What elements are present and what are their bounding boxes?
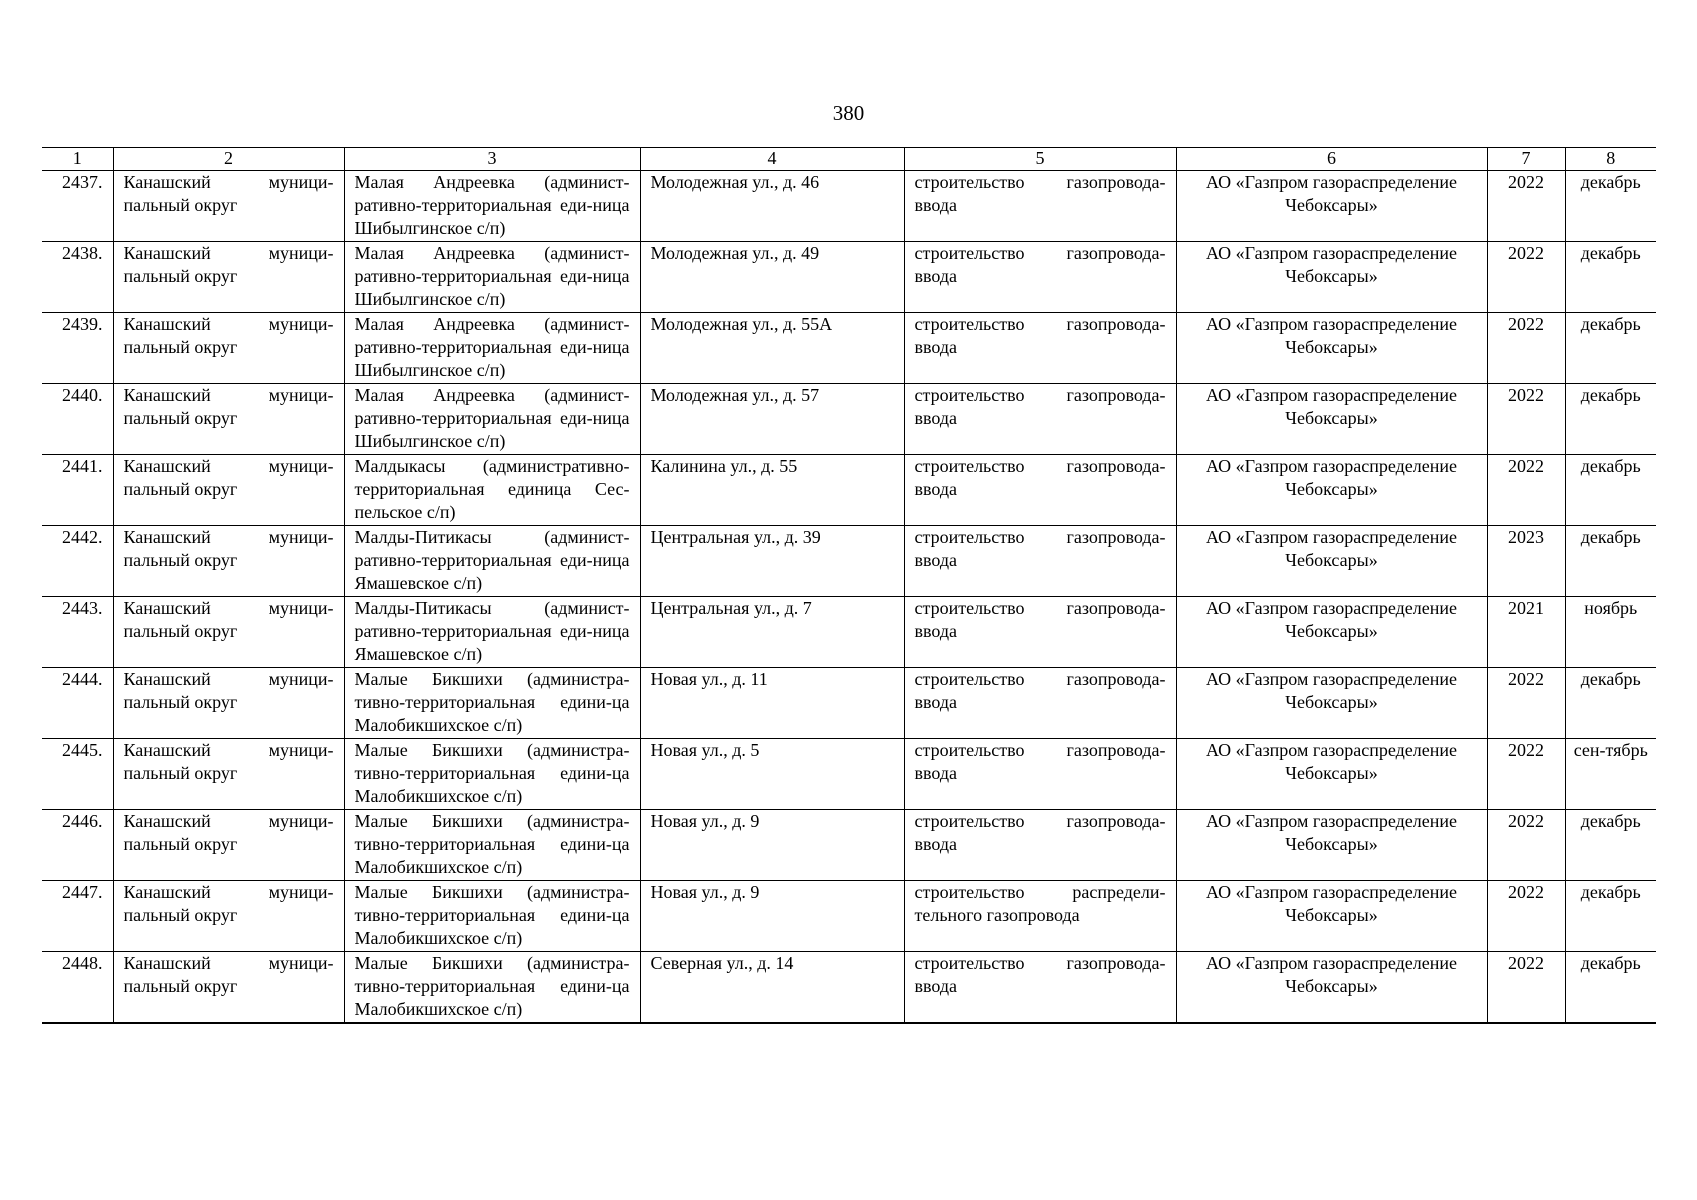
column-header: 5 <box>904 148 1176 171</box>
cell-work: строительство распредели-тельного газопровода <box>904 881 1176 952</box>
cell-address: Центральная ул., д. 7 <box>640 597 904 668</box>
cell-organization: АО «Газпром газораспределение Чебоксары» <box>1176 881 1487 952</box>
cell-year: 2022 <box>1487 810 1565 881</box>
cell-organization: АО «Газпром газораспределение Чебоксары» <box>1176 739 1487 810</box>
cell-work: строительство газопровода-ввода <box>904 384 1176 455</box>
column-header: 2 <box>113 148 344 171</box>
cell-number: 2445. <box>42 739 113 810</box>
cell-number: 2444. <box>42 668 113 739</box>
cell-address: Центральная ул., д. 39 <box>640 526 904 597</box>
cell-settlement: Малые Бикшихи (администра-тивно-территориальная едини-ца Малобикшихское с/п) <box>344 881 640 952</box>
cell-month: декабрь <box>1565 881 1656 952</box>
cell-work: строительство газопровода-ввода <box>904 526 1176 597</box>
cell-work: строительство газопровода-ввода <box>904 810 1176 881</box>
cell-organization: АО «Газпром газораспределение Чебоксары» <box>1176 952 1487 1024</box>
column-header: 8 <box>1565 148 1656 171</box>
cell-number: 2448. <box>42 952 113 1024</box>
cell-settlement: Малая Андреевка (админист-ративно-территориальная еди-ница Шибылгинское с/п) <box>344 384 640 455</box>
page-number: 380 <box>832 101 865 125</box>
table-row <box>42 313 1656 384</box>
cell-address: Новая ул., д. 9 <box>640 881 904 952</box>
table-row <box>42 739 1656 810</box>
cell-district: Канашский муници-пальный округ <box>113 171 344 242</box>
cell-address: Молодежная ул., д. 49 <box>640 242 904 313</box>
cell-district: Канашский муници-пальный округ <box>113 952 344 1024</box>
cell-settlement: Малды-Питикасы (админист-ративно-территориальная еди-ница Ямашевское с/п) <box>344 597 640 668</box>
cell-number: 2437. <box>42 171 113 242</box>
cell-district: Канашский муници-пальный округ <box>113 242 344 313</box>
table-row <box>42 171 1656 242</box>
cell-month: декабрь <box>1565 526 1656 597</box>
table-row <box>42 668 1656 739</box>
cell-year: 2022 <box>1487 384 1565 455</box>
cell-year: 2022 <box>1487 739 1565 810</box>
cell-number: 2439. <box>42 313 113 384</box>
cell-work: строительство газопровода-ввода <box>904 171 1176 242</box>
cell-organization: АО «Газпром газораспределение Чебоксары» <box>1176 384 1487 455</box>
table-row <box>42 242 1656 313</box>
cell-organization: АО «Газпром газораспределение Чебоксары» <box>1176 668 1487 739</box>
cell-work: строительство газопровода-ввода <box>904 597 1176 668</box>
cell-year: 2022 <box>1487 881 1565 952</box>
cell-district: Канашский муници-пальный округ <box>113 881 344 952</box>
cell-settlement: Малдыкасы (административно-территориальная единица Сес-пельское с/п) <box>344 455 640 526</box>
cell-year: 2022 <box>1487 455 1565 526</box>
cell-number: 2442. <box>42 526 113 597</box>
cell-work: строительство газопровода-ввода <box>904 952 1176 1024</box>
cell-number: 2447. <box>42 881 113 952</box>
table-row <box>42 384 1656 455</box>
column-header: 1 <box>42 148 113 171</box>
cell-month: декабрь <box>1565 313 1656 384</box>
cell-work: строительство газопровода-ввода <box>904 455 1176 526</box>
cell-district: Канашский муници-пальный округ <box>113 739 344 810</box>
cell-year: 2022 <box>1487 952 1565 1024</box>
cell-settlement: Малые Бикшихи (администра-тивно-территориальная едини-ца Малобикшихское с/п) <box>344 810 640 881</box>
cell-district: Канашский муници-пальный округ <box>113 455 344 526</box>
table-row <box>42 952 1656 1024</box>
cell-organization: АО «Газпром газораспределение Чебоксары» <box>1176 455 1487 526</box>
cell-number: 2441. <box>42 455 113 526</box>
cell-settlement: Малая Андреевка (админист-ративно-территориальная еди-ница Шибылгинское с/п) <box>344 242 640 313</box>
data-table <box>42 147 1656 1024</box>
cell-settlement: Малды-Питикасы (админист-ративно-территориальная еди-ница Ямашевское с/п) <box>344 526 640 597</box>
cell-district: Канашский муници-пальный округ <box>113 810 344 881</box>
column-header: 3 <box>344 148 640 171</box>
cell-work: строительство газопровода-ввода <box>904 668 1176 739</box>
cell-organization: АО «Газпром газораспределение Чебоксары» <box>1176 810 1487 881</box>
cell-district: Канашский муници-пальный округ <box>113 597 344 668</box>
cell-work: строительство газопровода-ввода <box>904 739 1176 810</box>
cell-address: Молодежная ул., д. 55А <box>640 313 904 384</box>
cell-month: декабрь <box>1565 455 1656 526</box>
cell-month: ноябрь <box>1565 597 1656 668</box>
table-row <box>42 455 1656 526</box>
table-row <box>42 881 1656 952</box>
cell-year: 2021 <box>1487 597 1565 668</box>
cell-number: 2443. <box>42 597 113 668</box>
cell-month: декабрь <box>1565 242 1656 313</box>
cell-settlement: Малые Бикшихи (администра-тивно-территориальная едини-ца Малобикшихское с/п) <box>344 668 640 739</box>
cell-year: 2022 <box>1487 171 1565 242</box>
cell-month: декабрь <box>1565 810 1656 881</box>
cell-address: Новая ул., д. 11 <box>640 668 904 739</box>
table-row <box>42 597 1656 668</box>
cell-year: 2022 <box>1487 668 1565 739</box>
cell-organization: АО «Газпром газораспределение Чебоксары» <box>1176 313 1487 384</box>
cell-address: Северная ул., д. 14 <box>640 952 904 1024</box>
cell-settlement: Малые Бикшихи (администра-тивно-территориальная едини-ца Малобикшихское с/п) <box>344 739 640 810</box>
column-header: 6 <box>1176 148 1487 171</box>
column-header: 4 <box>640 148 904 171</box>
column-header: 7 <box>1487 148 1565 171</box>
cell-address: Калинина ул., д. 55 <box>640 455 904 526</box>
table-row <box>42 526 1656 597</box>
cell-settlement: Малые Бикшихи (администра-тивно-территориальная едини-ца Малобикшихское с/п) <box>344 952 640 1024</box>
cell-month: декабрь <box>1565 171 1656 242</box>
cell-district: Канашский муници-пальный округ <box>113 313 344 384</box>
table-header-row <box>42 148 1656 171</box>
cell-year: 2023 <box>1487 526 1565 597</box>
cell-district: Канашский муници-пальный округ <box>113 526 344 597</box>
cell-year: 2022 <box>1487 242 1565 313</box>
table-row <box>42 810 1656 881</box>
cell-organization: АО «Газпром газораспределение Чебоксары» <box>1176 171 1487 242</box>
cell-organization: АО «Газпром газораспределение Чебоксары» <box>1176 526 1487 597</box>
cell-month: сен-тябрь <box>1565 739 1656 810</box>
cell-organization: АО «Газпром газораспределение Чебоксары» <box>1176 242 1487 313</box>
cell-number: 2438. <box>42 242 113 313</box>
cell-month: декабрь <box>1565 668 1656 739</box>
cell-year: 2022 <box>1487 313 1565 384</box>
cell-address: Молодежная ул., д. 46 <box>640 171 904 242</box>
cell-month: декабрь <box>1565 384 1656 455</box>
cell-address: Новая ул., д. 5 <box>640 739 904 810</box>
cell-settlement: Малая Андреевка (админист-ративно-территориальная еди-ница Шибылгинское с/п) <box>344 171 640 242</box>
cell-address: Новая ул., д. 9 <box>640 810 904 881</box>
cell-organization: АО «Газпром газораспределение Чебоксары» <box>1176 597 1487 668</box>
cell-work: строительство газопровода-ввода <box>904 313 1176 384</box>
cell-number: 2440. <box>42 384 113 455</box>
cell-address: Молодежная ул., д. 57 <box>640 384 904 455</box>
cell-district: Канашский муници-пальный округ <box>113 384 344 455</box>
cell-month: декабрь <box>1565 952 1656 1024</box>
cell-settlement: Малая Андреевка (админист-ративно-территориальная еди-ница Шибылгинское с/п) <box>344 313 640 384</box>
cell-number: 2446. <box>42 810 113 881</box>
cell-district: Канашский муници-пальный округ <box>113 668 344 739</box>
cell-work: строительство газопровода-ввода <box>904 242 1176 313</box>
